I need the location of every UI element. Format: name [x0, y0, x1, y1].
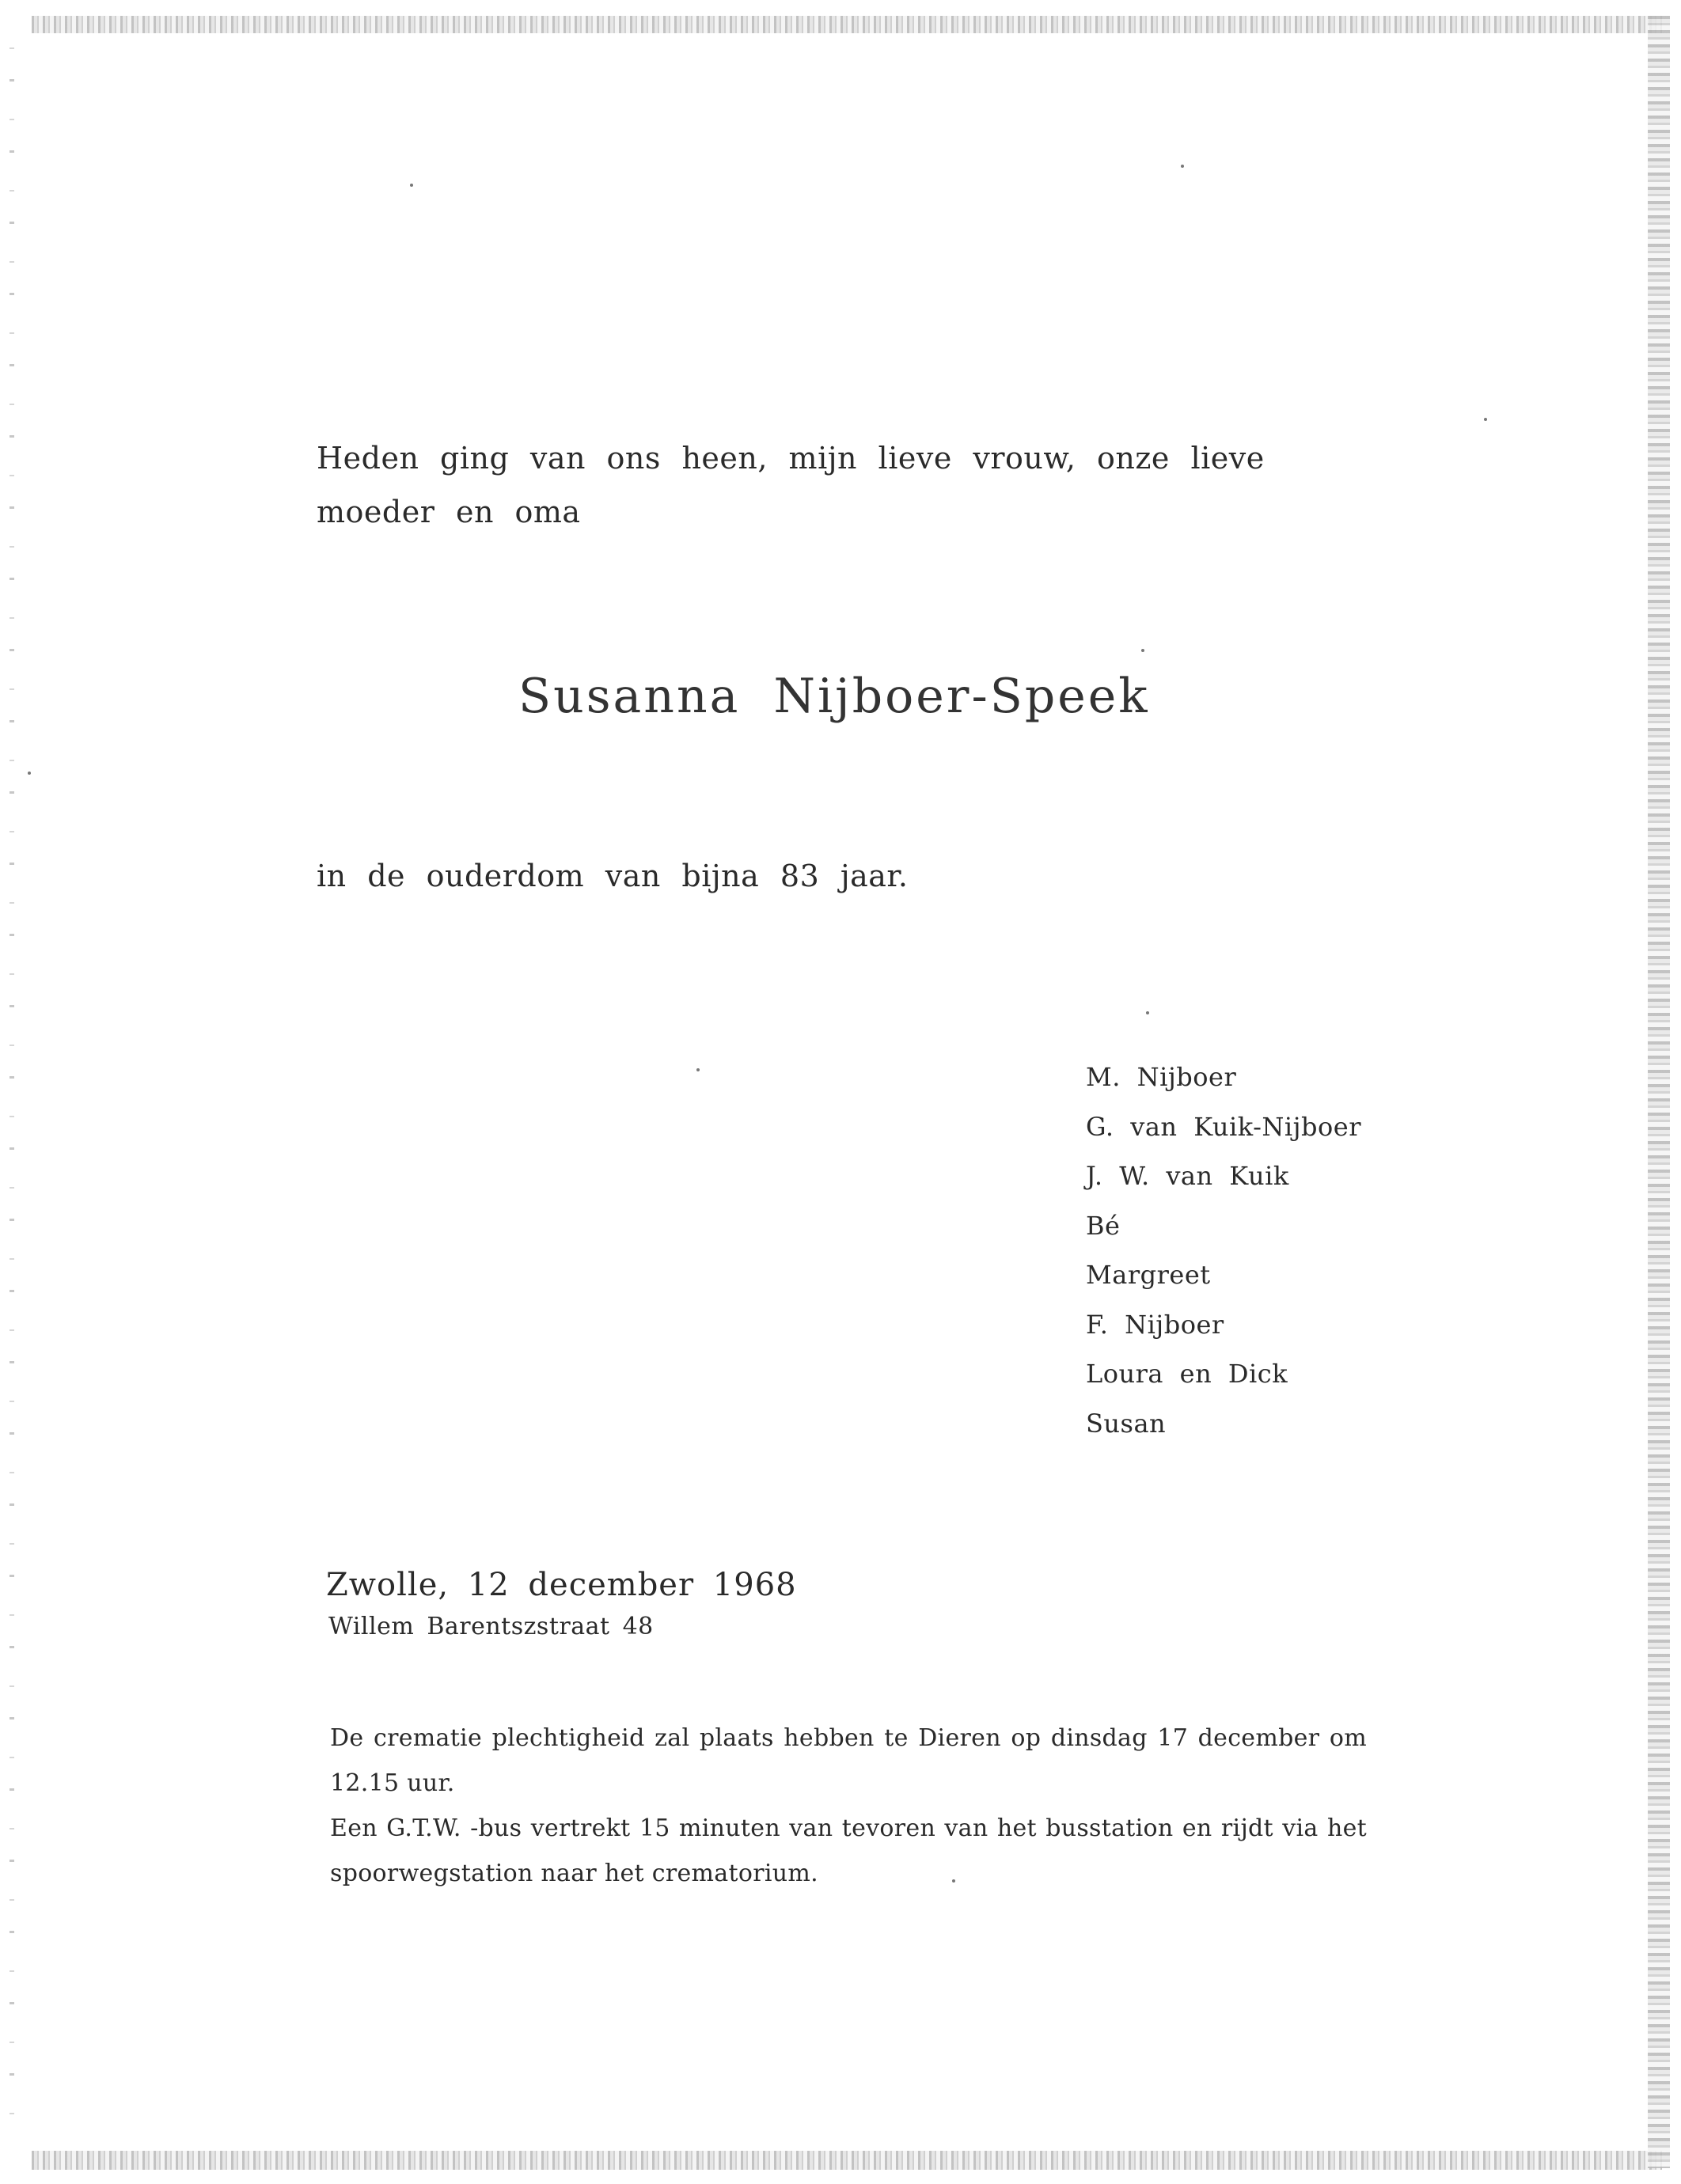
- speck: [696, 1068, 700, 1071]
- speck: [1181, 165, 1184, 168]
- family-member: G. van Kuik-Nijboer: [1086, 1111, 1362, 1142]
- photocopy-edge-left: [9, 47, 14, 2137]
- family-member: F. Nijboer: [1086, 1309, 1224, 1340]
- family-member: Susan: [1086, 1408, 1167, 1439]
- cremation-paragraph: De crematie plechtigheid zal plaats hebben te Dieren op dinsdag 17 december om 12.15 uur.: [330, 1724, 1367, 1797]
- speck: [952, 1879, 955, 1883]
- age-line: in de ouderdom van bijna 83 jaar.: [317, 859, 909, 893]
- family-member: Margreet: [1086, 1260, 1211, 1290]
- speck: [1146, 1011, 1149, 1014]
- bus-paragraph: Een G.T.W. -bus vertrekt 15 minuten van tevoren van het busstation en rijdt via het spoorwegstation naar het crematorium.: [330, 1814, 1367, 1887]
- intro-text: Heden ging van ons heen, mijn lieve vrouw, onze lieve moeder en oma: [317, 441, 1265, 529]
- family-member: M. Nijboer: [1086, 1062, 1237, 1092]
- speck: [1484, 418, 1487, 421]
- place-date: Zwolle, 12 december 1968: [326, 1567, 797, 1603]
- family-member: J. W. van Kuik: [1086, 1161, 1289, 1191]
- photocopy-edge-top: [32, 16, 1662, 33]
- family-member: Bé: [1086, 1210, 1121, 1241]
- address: Willem Barentszstraat 48: [328, 1613, 654, 1640]
- photocopy-edge-bottom: [32, 2151, 1662, 2170]
- family-member: Loura en Dick: [1086, 1359, 1288, 1389]
- speck: [410, 184, 413, 187]
- photocopy-edge-right: [1648, 16, 1670, 2168]
- speck: [28, 772, 31, 775]
- family-list: [1086, 1052, 1361, 1448]
- speck: [1141, 649, 1144, 652]
- deceased-name: Susanna Nijboer-Speek: [518, 669, 1150, 724]
